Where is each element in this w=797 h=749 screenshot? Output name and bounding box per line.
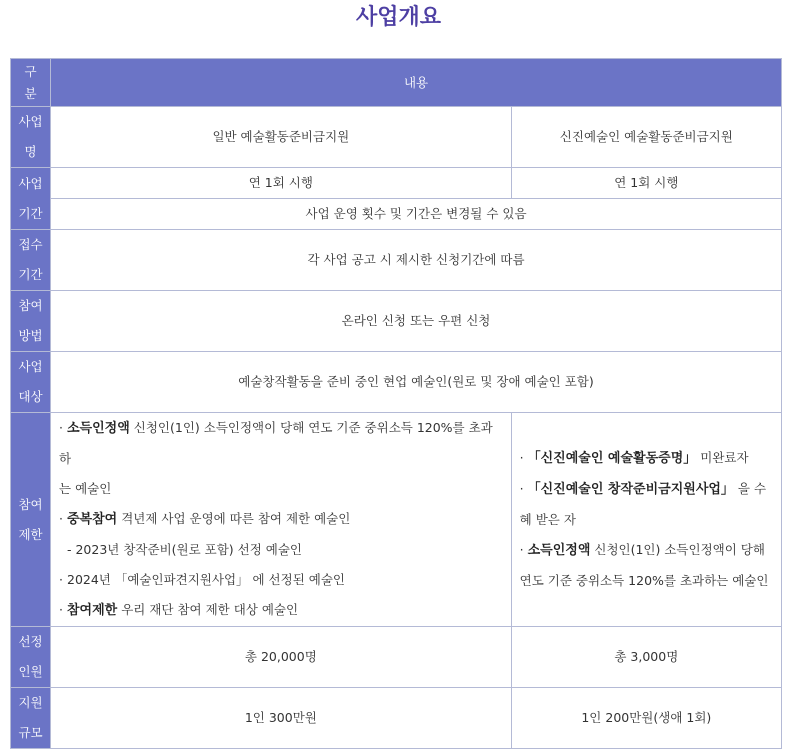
row-label-method — [11, 291, 51, 352]
reception-value: 각 사업 공고 시 제시한 신청기간에 따름 — [51, 230, 782, 291]
label-line: 제한 — [18, 526, 43, 542]
restriction-line — [59, 504, 505, 535]
bullet-keyword: 소득인정액 — [527, 543, 591, 558]
label-line: 사업 — [18, 359, 43, 374]
table-row-method — [11, 291, 782, 352]
bullet-text: 2024년 「예술인파견지원사업」 에 선정된 예술인 — [67, 572, 345, 587]
label-line: 명 — [24, 144, 37, 159]
bullet-text: 우리 재단 참여 제한 대상 예술인 — [117, 602, 299, 617]
restriction-line — [520, 474, 775, 505]
label-line: 대상 — [18, 389, 43, 404]
row-label-selection — [11, 627, 51, 688]
header-label — [11, 59, 51, 107]
bullet-prefix: · — [519, 450, 528, 465]
table-row-period-note — [11, 199, 782, 230]
row-label-support — [11, 688, 51, 749]
bullet-prefix: · — [519, 481, 528, 496]
restriction-line — [59, 413, 505, 474]
bullet-text: 격년제 사업 운영에 따른 참여 제한 예술인 — [117, 511, 351, 526]
table-header-row — [11, 59, 782, 107]
restriction-line — [520, 505, 775, 535]
restriction-line — [520, 566, 775, 596]
support-emerging: 1인 200만원(생애 1회) — [511, 688, 781, 749]
table-row-period — [11, 168, 782, 199]
label-line: 선정 — [18, 634, 43, 649]
bullet-keyword: 「신진예술인 창작준비금지원사업」 — [527, 482, 734, 497]
bullet-text: 혜 받은 자 — [519, 512, 576, 527]
bullet-text: 을 수 — [733, 481, 767, 496]
restriction-line — [520, 443, 775, 474]
restriction-emerging — [511, 413, 781, 627]
support-general: 1인 300만원 — [51, 688, 512, 749]
restriction-line — [59, 535, 505, 565]
row-label-name — [11, 107, 51, 168]
period-note: 사업 운영 횟수 및 기간은 변경될 수 있음 — [51, 199, 782, 230]
name-emerging: 신진예술인 예술활동준비금지원 — [511, 107, 781, 168]
overview-table — [10, 58, 782, 749]
restriction-emerging-list — [520, 443, 775, 596]
bullet-prefix: · — [59, 420, 67, 435]
method-value: 온라인 신청 또는 우편 신청 — [51, 291, 782, 352]
label-line: 접수 — [18, 237, 43, 252]
row-label-reception — [11, 230, 51, 291]
bullet-text: 2023년 창작준비(원로 포함) 선정 예술인 — [75, 542, 302, 557]
table-row-selection — [11, 627, 782, 688]
bullet-keyword: 중복참여 — [67, 512, 118, 527]
target-value: 예술창작활동을 준비 중인 현업 예술인(원로 및 장애 예술인 포함) — [51, 352, 782, 413]
bullet-text: 신청인(1인) 소득인정액이 당해 연도 기준 중위소득 120%를 초과하 — [59, 420, 493, 466]
label-line: 지원 — [18, 695, 43, 710]
header-content: 내용 — [51, 59, 782, 107]
bullet-prefix: · — [519, 542, 528, 557]
bullet-keyword: 참여제한 — [67, 603, 118, 618]
table-row-name — [11, 107, 782, 168]
label-line: 규모 — [18, 725, 43, 740]
bullet-text: 미완료자 — [696, 450, 749, 465]
bullet-prefix: · — [59, 572, 67, 587]
bullet-prefix: · — [59, 511, 67, 526]
restriction-line — [59, 595, 505, 626]
row-label-restriction — [11, 413, 51, 627]
restriction-line — [59, 565, 505, 595]
restriction-general — [51, 413, 512, 627]
selection-general: 총 20,000명 — [51, 627, 512, 688]
label-line: 사업 — [18, 175, 43, 191]
bullet-text: 는 예술인 — [59, 481, 112, 496]
table-row-restriction — [11, 413, 782, 627]
table-row-reception — [11, 230, 782, 291]
row-label-target — [11, 352, 51, 413]
bullet-text: 신청인(1인) 소득인정액이 당해 — [590, 542, 765, 557]
selection-emerging: 총 3,000명 — [511, 627, 781, 688]
label-line: 사업 — [18, 114, 43, 129]
period-emerging: 연 1회 시행 — [511, 168, 781, 199]
table-row-target — [11, 352, 782, 413]
page-title: 사업개요 — [355, 5, 441, 30]
restriction-line — [520, 535, 775, 566]
name-general: 일반 예술활동준비금지원 — [51, 107, 512, 168]
label-line: 참여 — [18, 298, 43, 313]
label-line: 인원 — [18, 664, 43, 679]
row-label-period — [11, 168, 51, 230]
label-line: 기간 — [18, 267, 43, 282]
bullet-keyword: 소득인정액 — [67, 421, 130, 436]
restriction-line — [59, 474, 505, 504]
restriction-general-list — [59, 413, 505, 626]
header-label-line-2: 분 — [24, 85, 37, 101]
label-line: 참여 — [18, 496, 43, 512]
bullet-text: 연도 기준 중위소득 120%를 초과하는 예술인 — [519, 573, 769, 588]
header-label-line-1: 구 — [24, 63, 37, 79]
label-line: 기간 — [18, 205, 43, 221]
bullet-prefix: - — [59, 542, 76, 557]
bullet-keyword: 「신진예술인 예술활동증명」 — [527, 451, 697, 466]
table-row-support — [11, 688, 782, 749]
label-line: 방법 — [18, 328, 43, 343]
bullet-prefix: · — [59, 602, 67, 617]
period-general: 연 1회 시행 — [51, 168, 512, 199]
